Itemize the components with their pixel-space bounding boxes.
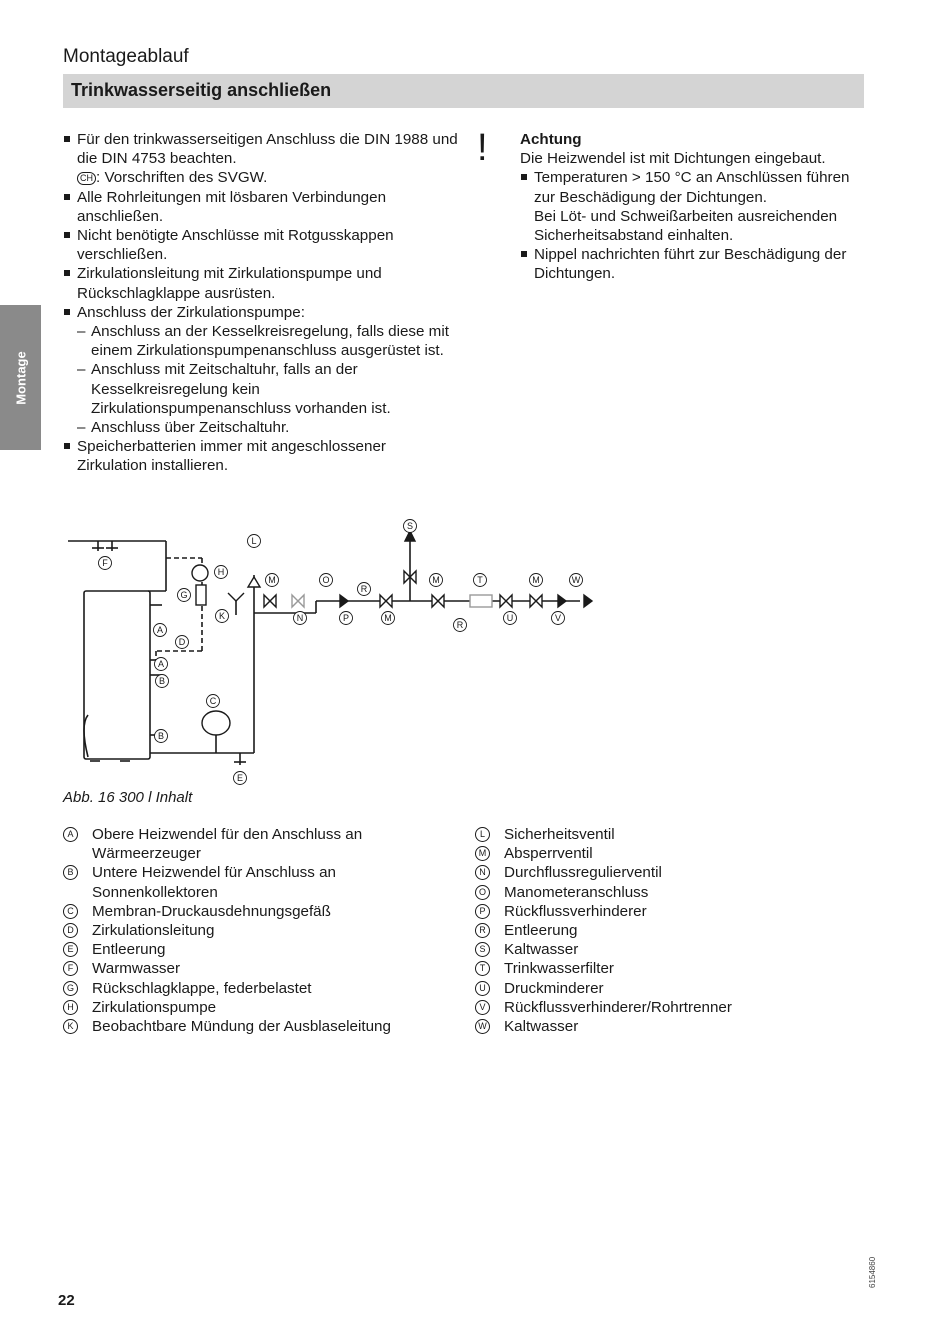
callout-m [382, 612, 395, 625]
list-item [63, 130, 458, 188]
svg-text:R: R [456, 620, 464, 631]
side-tab [0, 305, 41, 450]
list-item [63, 188, 458, 226]
legend-right [475, 825, 865, 1036]
piping-diagram [60, 515, 600, 790]
warning-intro: Die Heizwendel ist mit Dichtungen eingebaut. [520, 150, 826, 168]
legend-text: Manometeranschluss [504, 883, 649, 901]
legend-item [63, 979, 463, 998]
callout-e [234, 772, 247, 785]
legend-item [475, 883, 865, 902]
figure-caption: Abb. 16 300 l Inhalt [63, 789, 193, 806]
inflow-arrow-icon [584, 595, 592, 607]
legend-item [63, 940, 463, 959]
callout-n [294, 612, 307, 625]
pressure-reducer-icon [500, 595, 512, 607]
svg-text:P: P [342, 613, 350, 624]
shutoff-valve-icon [264, 595, 276, 607]
list-item-text: Für den trinkwasserseitigen Anschluss die DIN 1988 und die DIN 4753 beachten. [77, 131, 458, 168]
instruction-list [63, 130, 458, 476]
svg-text:T: T [477, 575, 483, 586]
callout-b [155, 730, 168, 743]
pipe-disconnector-icon [558, 595, 566, 607]
svg-text:A: A [157, 659, 165, 670]
legend-text: Obere Heizwendel für den Anschluss an Wärmeerzeuger [92, 826, 363, 863]
svg-text:M: M [532, 575, 540, 586]
water-filter-icon [470, 595, 492, 607]
shutoff-valve-icon [380, 595, 392, 607]
svg-text:N: N [296, 613, 304, 624]
callout-s [404, 520, 417, 533]
safety-valve-icon [248, 577, 260, 587]
backflow-preventer-icon [340, 595, 348, 607]
legend-key: M [475, 846, 490, 861]
svg-text:V: V [554, 613, 562, 624]
svg-text:M: M [268, 575, 276, 586]
legend-item [63, 921, 463, 940]
legend-item [475, 921, 865, 940]
sub-list-item [77, 418, 458, 437]
legend-key: E [63, 942, 78, 957]
legend-text: Entleerung [504, 922, 578, 940]
legend-item [475, 1017, 865, 1036]
list-item-text: Temperaturen > 150 °C an Anschlüssen führen zur Beschädigung der Dichtungen. [534, 169, 850, 206]
svg-text:L: L [251, 536, 257, 547]
svg-text:B: B [158, 676, 166, 687]
legend-key: V [475, 1000, 490, 1015]
page-title: Trinkwasserseitig anschließen [71, 80, 332, 100]
callout-r [454, 619, 467, 632]
svg-text:B: B [157, 731, 165, 742]
callout-d [176, 636, 189, 649]
flow-regulating-valve-icon [292, 595, 304, 607]
legend-key: W [475, 1019, 490, 1034]
callout-g [178, 589, 191, 602]
legend-text: Sicherheitsventil [504, 826, 615, 843]
side-tab-label: Montage [13, 350, 28, 405]
callout-c [207, 695, 220, 708]
legend-key: K [63, 1019, 78, 1034]
svg-text:M: M [384, 613, 392, 624]
storage-tank [84, 591, 150, 759]
legend-text: Druckminderer [504, 979, 604, 997]
legend-text: Membran-Druckausdehnungsgefäß [92, 902, 331, 920]
warning-icon: ! [477, 127, 488, 169]
document-code: 6154860 [868, 1256, 877, 1288]
list-item-text: Zirkulationsleitung mit Zirkulationspumpe und Rückschlagklappe ausrüsten. [77, 265, 382, 302]
list-item-text: Speicherbatterien immer mit angeschlossener Zirkulation installieren. [77, 438, 386, 475]
legend-text: Untere Heizwendel für Anschluss an Sonnenkollektoren [92, 864, 336, 901]
legend-item [63, 825, 463, 863]
callout-m [530, 574, 543, 587]
ch-badge: CH [77, 172, 96, 185]
discharge-funnel-icon [228, 593, 244, 601]
list-item-text: Nippel nachrichten führt zur Beschädigung der Dichtungen. [534, 246, 847, 283]
list-item-text: Alle Rohrleitungen mit lösbaren Verbindungen anschließen. [77, 188, 387, 225]
callout-r [358, 583, 371, 596]
legend-item [475, 902, 865, 921]
callout-m [430, 574, 443, 587]
svg-text:H: H [217, 567, 225, 578]
legend-text: Rückflussverhinderer [504, 902, 647, 920]
svg-text:C: C [209, 696, 217, 707]
legend-item [475, 940, 865, 959]
svg-text:D: D [178, 637, 186, 648]
legend-text: Zirkulationsleitung [92, 922, 215, 940]
legend-text: Kaltwasser [504, 1018, 579, 1036]
svg-text:K: K [218, 611, 226, 622]
legend-text: Entleerung [92, 941, 166, 959]
check-valve-icon [196, 585, 206, 605]
list-item-text: Bei Löt- und Schweißarbeiten ausreichenden Sicherheitsabstand einhalten. [534, 207, 838, 245]
svg-text:A: A [156, 625, 164, 636]
legend-item [475, 863, 865, 882]
svg-text:R: R [360, 584, 368, 595]
legend-key: A [63, 827, 78, 842]
list-item-text: Anschluss der Zirkulationspumpe: [77, 303, 305, 321]
legend-item [475, 959, 865, 978]
list-item [63, 264, 458, 302]
legend-item [475, 979, 865, 998]
callout-a [154, 624, 167, 637]
legend-item [475, 844, 865, 863]
legend-key: R [475, 923, 490, 938]
legend-text: Zirkulationspumpe [92, 998, 217, 1016]
legend-key: O [475, 885, 490, 900]
circulation-pump-icon [192, 565, 208, 581]
legend-key: B [63, 865, 78, 880]
sub-list-item [77, 360, 458, 418]
legend-key: F [63, 961, 78, 976]
warning-title: Achtung [520, 131, 582, 148]
callout-p [340, 612, 353, 625]
legend-item [63, 959, 463, 978]
legend-item [475, 998, 865, 1017]
callout-a [155, 658, 168, 671]
legend-text: Beobachtbare Mündung der Ausblaseleitung [92, 1018, 391, 1036]
callout-o [320, 574, 333, 587]
heading-bar [63, 74, 864, 108]
callout-u [504, 612, 517, 625]
legend-text: Trinkwasserfilter [504, 960, 614, 978]
legend-key: T [475, 961, 490, 976]
svg-text:E: E [236, 773, 244, 784]
list-item [63, 303, 458, 437]
svg-text:M: M [432, 575, 440, 586]
svg-text:S: S [406, 521, 414, 532]
page-number: 22 [58, 1292, 75, 1309]
sub-list-item-text: Anschluss über Zeitschaltuhr. [91, 419, 290, 437]
shutoff-valve-icon [530, 595, 542, 607]
legend-item [475, 825, 865, 844]
legend-key: H [63, 1000, 78, 1015]
legend-text: Absperrventil [504, 845, 593, 863]
legend-key: D [63, 923, 78, 938]
legend-text: Warmwasser [92, 960, 181, 978]
expansion-vessel-icon [202, 711, 230, 735]
svg-text:F: F [102, 558, 108, 569]
list-item-text: : Vorschriften des SVGW. [96, 169, 268, 187]
legend-text: Rückschlagklappe, federbelastet [92, 979, 312, 997]
list-item-text: Nicht benötigte Anschlüsse mit Rotgusskappen verschließen. [77, 227, 394, 264]
list-item [63, 437, 458, 475]
callout-l [248, 535, 261, 548]
legend-item [63, 863, 463, 901]
callout-h [215, 566, 228, 579]
legend-key: C [63, 904, 78, 919]
list-item [63, 226, 458, 264]
legend-text: Rückflussverhinderer/Rohrtrenner [504, 998, 732, 1016]
legend-key: U [475, 981, 490, 996]
sub-list-item-text: Anschluss an der Kesselkreisregelung, falls diese mit einem Zirkulationspumpenanschluss ausgerüstet ist. [91, 323, 449, 360]
legend-text: Durchflussregulierventil [504, 864, 662, 882]
callout-v [552, 612, 565, 625]
callout-m [266, 574, 279, 587]
legend-text: Kaltwasser [504, 941, 579, 959]
list-item [520, 245, 870, 283]
legend-left [63, 825, 463, 1036]
callout-w [570, 574, 583, 587]
callout-k [216, 610, 229, 623]
legend-item [63, 998, 463, 1017]
warning-box [520, 130, 870, 284]
svg-text:O: O [322, 575, 330, 586]
legend-key: P [475, 904, 490, 919]
shutoff-valve-icon [432, 595, 444, 607]
svg-text:W: W [571, 575, 581, 586]
svg-text:U: U [506, 613, 514, 624]
legend-item [63, 1017, 463, 1036]
legend-key: N [475, 865, 490, 880]
legend-key: G [63, 981, 78, 996]
section-title: Montageablauf [63, 46, 189, 67]
svg-text:G: G [180, 590, 188, 601]
callout-b [156, 675, 169, 688]
callout-f [99, 557, 112, 570]
legend-key: L [475, 827, 490, 842]
list-item [520, 168, 870, 245]
callout-t [474, 574, 487, 587]
sub-list-item-text: Anschluss mit Zeitschaltuhr, falls an der Kesselkreisregelung kein Zirkulationspumpenanschluss vorhanden ist. [91, 361, 391, 417]
legend-item [63, 902, 463, 921]
legend-key: S [475, 942, 490, 957]
sub-list-item [77, 322, 458, 360]
